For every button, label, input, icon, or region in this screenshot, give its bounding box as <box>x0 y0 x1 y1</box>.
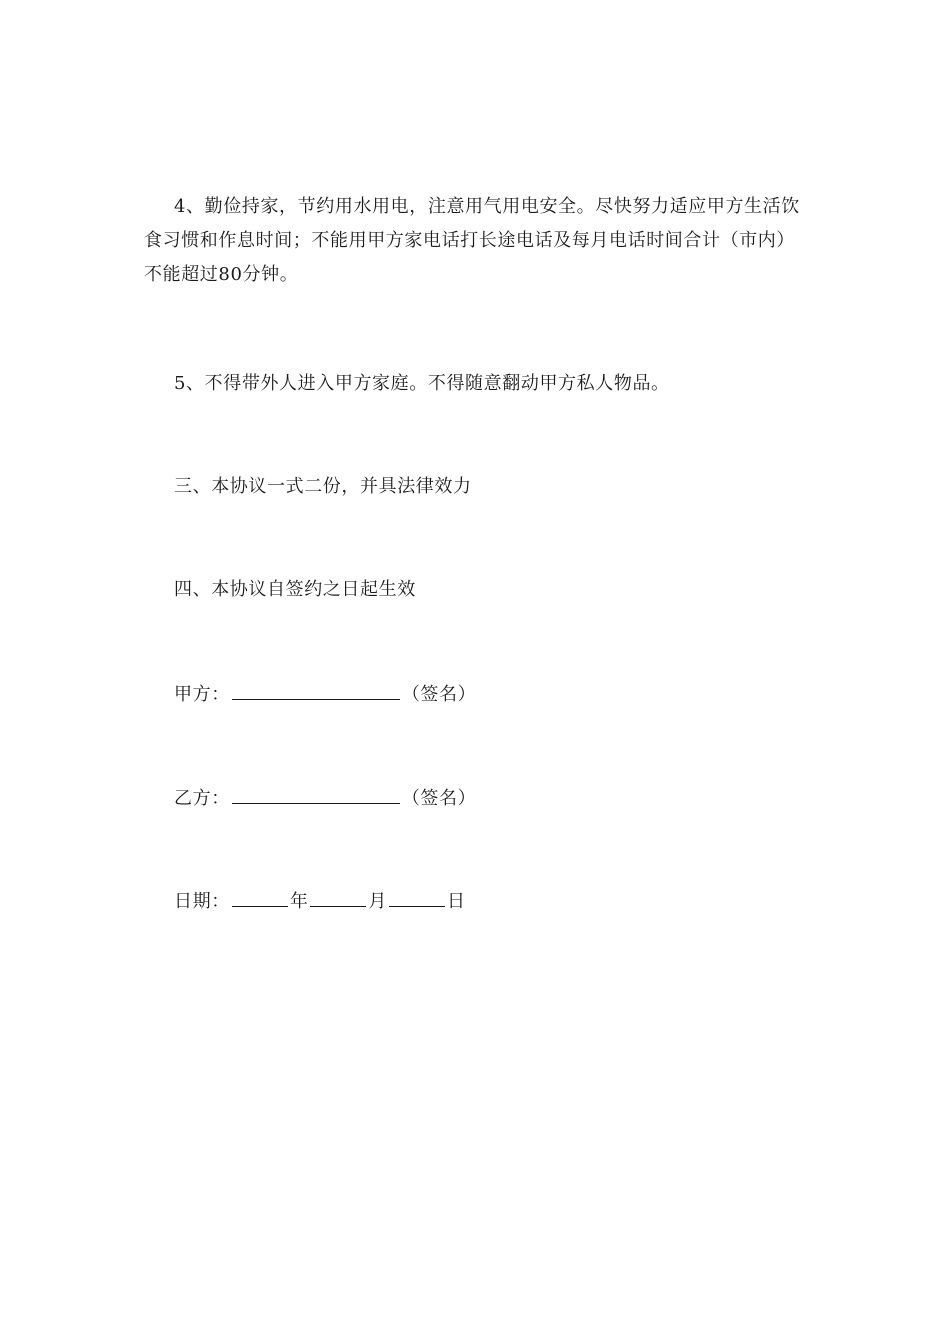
year-label: 年 <box>289 891 309 912</box>
party-a-label: 甲方： <box>174 684 230 705</box>
party-b-label: 乙方： <box>174 788 230 809</box>
party-a-signature-line <box>174 677 476 712</box>
section-4-heading: 四、本协议自签约之日起生效 <box>174 579 416 600</box>
date-label: 日期： <box>174 891 230 912</box>
date-line <box>174 884 466 919</box>
section-3-heading: 三、本协议一式二份，并具法律效力 <box>174 476 472 497</box>
month-label: 月 <box>368 891 388 912</box>
party-a-signature-blank <box>232 677 400 700</box>
day-label: 日 <box>447 891 466 912</box>
clause-4-paragraph: 4、勤俭持家，节约用水用电，注意用气用电安全。尽快努力适应甲方生活饮食习惯和作息时间；不能用甲方家电话打长途电话及每月电话时间合计（市内）不能超过80分钟。 <box>144 196 800 285</box>
year-blank <box>232 884 288 907</box>
party-a-sign-suffix: （签名） <box>401 684 477 705</box>
party-b-sign-suffix: （签名） <box>401 788 477 809</box>
month-blank <box>310 884 366 907</box>
party-b-signature-blank <box>232 781 400 804</box>
party-b-signature-line <box>174 781 476 816</box>
clause-5-paragraph: 5、不得带外人进入甲方家庭。不得随意翻动甲方私人物品。 <box>174 373 670 394</box>
day-blank <box>389 884 445 907</box>
